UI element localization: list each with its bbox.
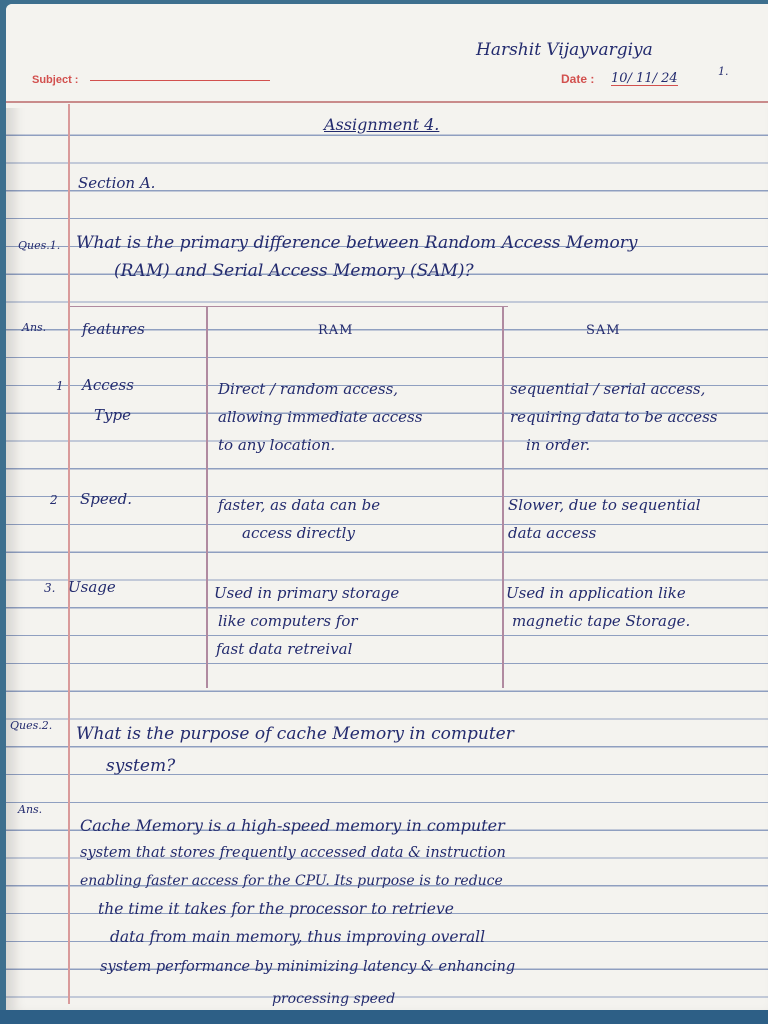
table-header-sam: SAM: [586, 323, 621, 338]
margin-line: [68, 104, 70, 1004]
table-cell-sam: sequential / serial access,: [510, 380, 706, 398]
table-top-border: [70, 306, 508, 307]
table-cell-sam: Used in application like: [506, 584, 686, 602]
question-2-label: Ques.2.: [10, 719, 53, 732]
section-heading: Section A.: [78, 174, 156, 192]
question-2-line-1: What is the purpose of cache Memory in computer: [76, 724, 514, 744]
table-cell-ram: fast data retreival: [216, 640, 353, 658]
table-cell-sam: in order.: [526, 436, 591, 454]
table-cell-ram: Direct / random access,: [218, 380, 399, 398]
question-2-line-2: system?: [106, 756, 176, 776]
subject-label: Subject :: [32, 74, 79, 86]
answer-2-line-6: system performance by minimizing latency & enhancing: [100, 959, 516, 975]
answer-2-label: Ans.: [18, 803, 43, 816]
table-cell-ram: allowing immediate access: [218, 408, 423, 426]
table-row-number: 2: [50, 493, 58, 507]
table-row-number: 1: [56, 379, 64, 393]
table-cell-feature: Type: [94, 406, 131, 424]
answer-2-line-2: system that stores frequently accessed data & instruction: [80, 845, 506, 861]
notebook-page: [6, 4, 768, 1016]
answer-1-label: Ans.: [22, 321, 47, 334]
author-name: Harshit Vijayvargiya: [476, 40, 653, 60]
table-cell-sam: magnetic tape Storage.: [512, 612, 691, 630]
table-cell-ram: to any location.: [218, 436, 336, 454]
table-divider-1: [206, 306, 208, 688]
answer-2-line-5: data from main memory, thus improving overall: [110, 928, 486, 946]
subject-line: [90, 80, 270, 81]
date-label: Date :: [561, 72, 595, 86]
table-cell-sam: requiring data to be access: [510, 408, 718, 426]
top-rule: [6, 101, 768, 103]
background-edge: [0, 1010, 768, 1024]
table-cell-sam: Slower, due to sequential: [508, 496, 701, 514]
assignment-title: Assignment 4.: [324, 115, 440, 134]
table-cell-feature: Usage: [68, 578, 116, 596]
table-cell-feature: Speed.: [80, 490, 133, 508]
table-cell-ram: faster, as data can be: [218, 496, 381, 514]
table-cell-ram: Used in primary storage: [214, 584, 400, 602]
question-1-label: Ques.1.: [18, 239, 61, 252]
question-1-line-2: (RAM) and Serial Access Memory (SAM)?: [114, 261, 474, 281]
answer-2-line-1: Cache Memory is a high-speed memory in computer: [80, 816, 505, 835]
answer-2-line-4: the time it takes for the processor to retrieve: [98, 900, 454, 918]
header-band: [6, 4, 768, 108]
answer-2-line-3: enabling faster access for the CPU. Its purpose is to reduce: [80, 873, 503, 889]
date-value: 10/ 11/ 24: [611, 71, 678, 86]
table-row-number: 3.: [44, 581, 56, 595]
table-header-features: features: [82, 320, 145, 338]
question-1-line-1: What is the primary difference between Random Access Memory: [76, 233, 638, 253]
table-cell-sam: data access: [508, 524, 597, 542]
answer-2-line-7: processing speed: [272, 991, 396, 1007]
page-number: 1.: [718, 65, 729, 78]
table-header-ram: RAM: [318, 323, 354, 338]
table-cell-ram: like computers for: [218, 612, 358, 630]
table-divider-2: [502, 306, 504, 688]
table-cell-feature: Access: [82, 376, 134, 394]
table-cell-ram: access directly: [242, 524, 355, 542]
